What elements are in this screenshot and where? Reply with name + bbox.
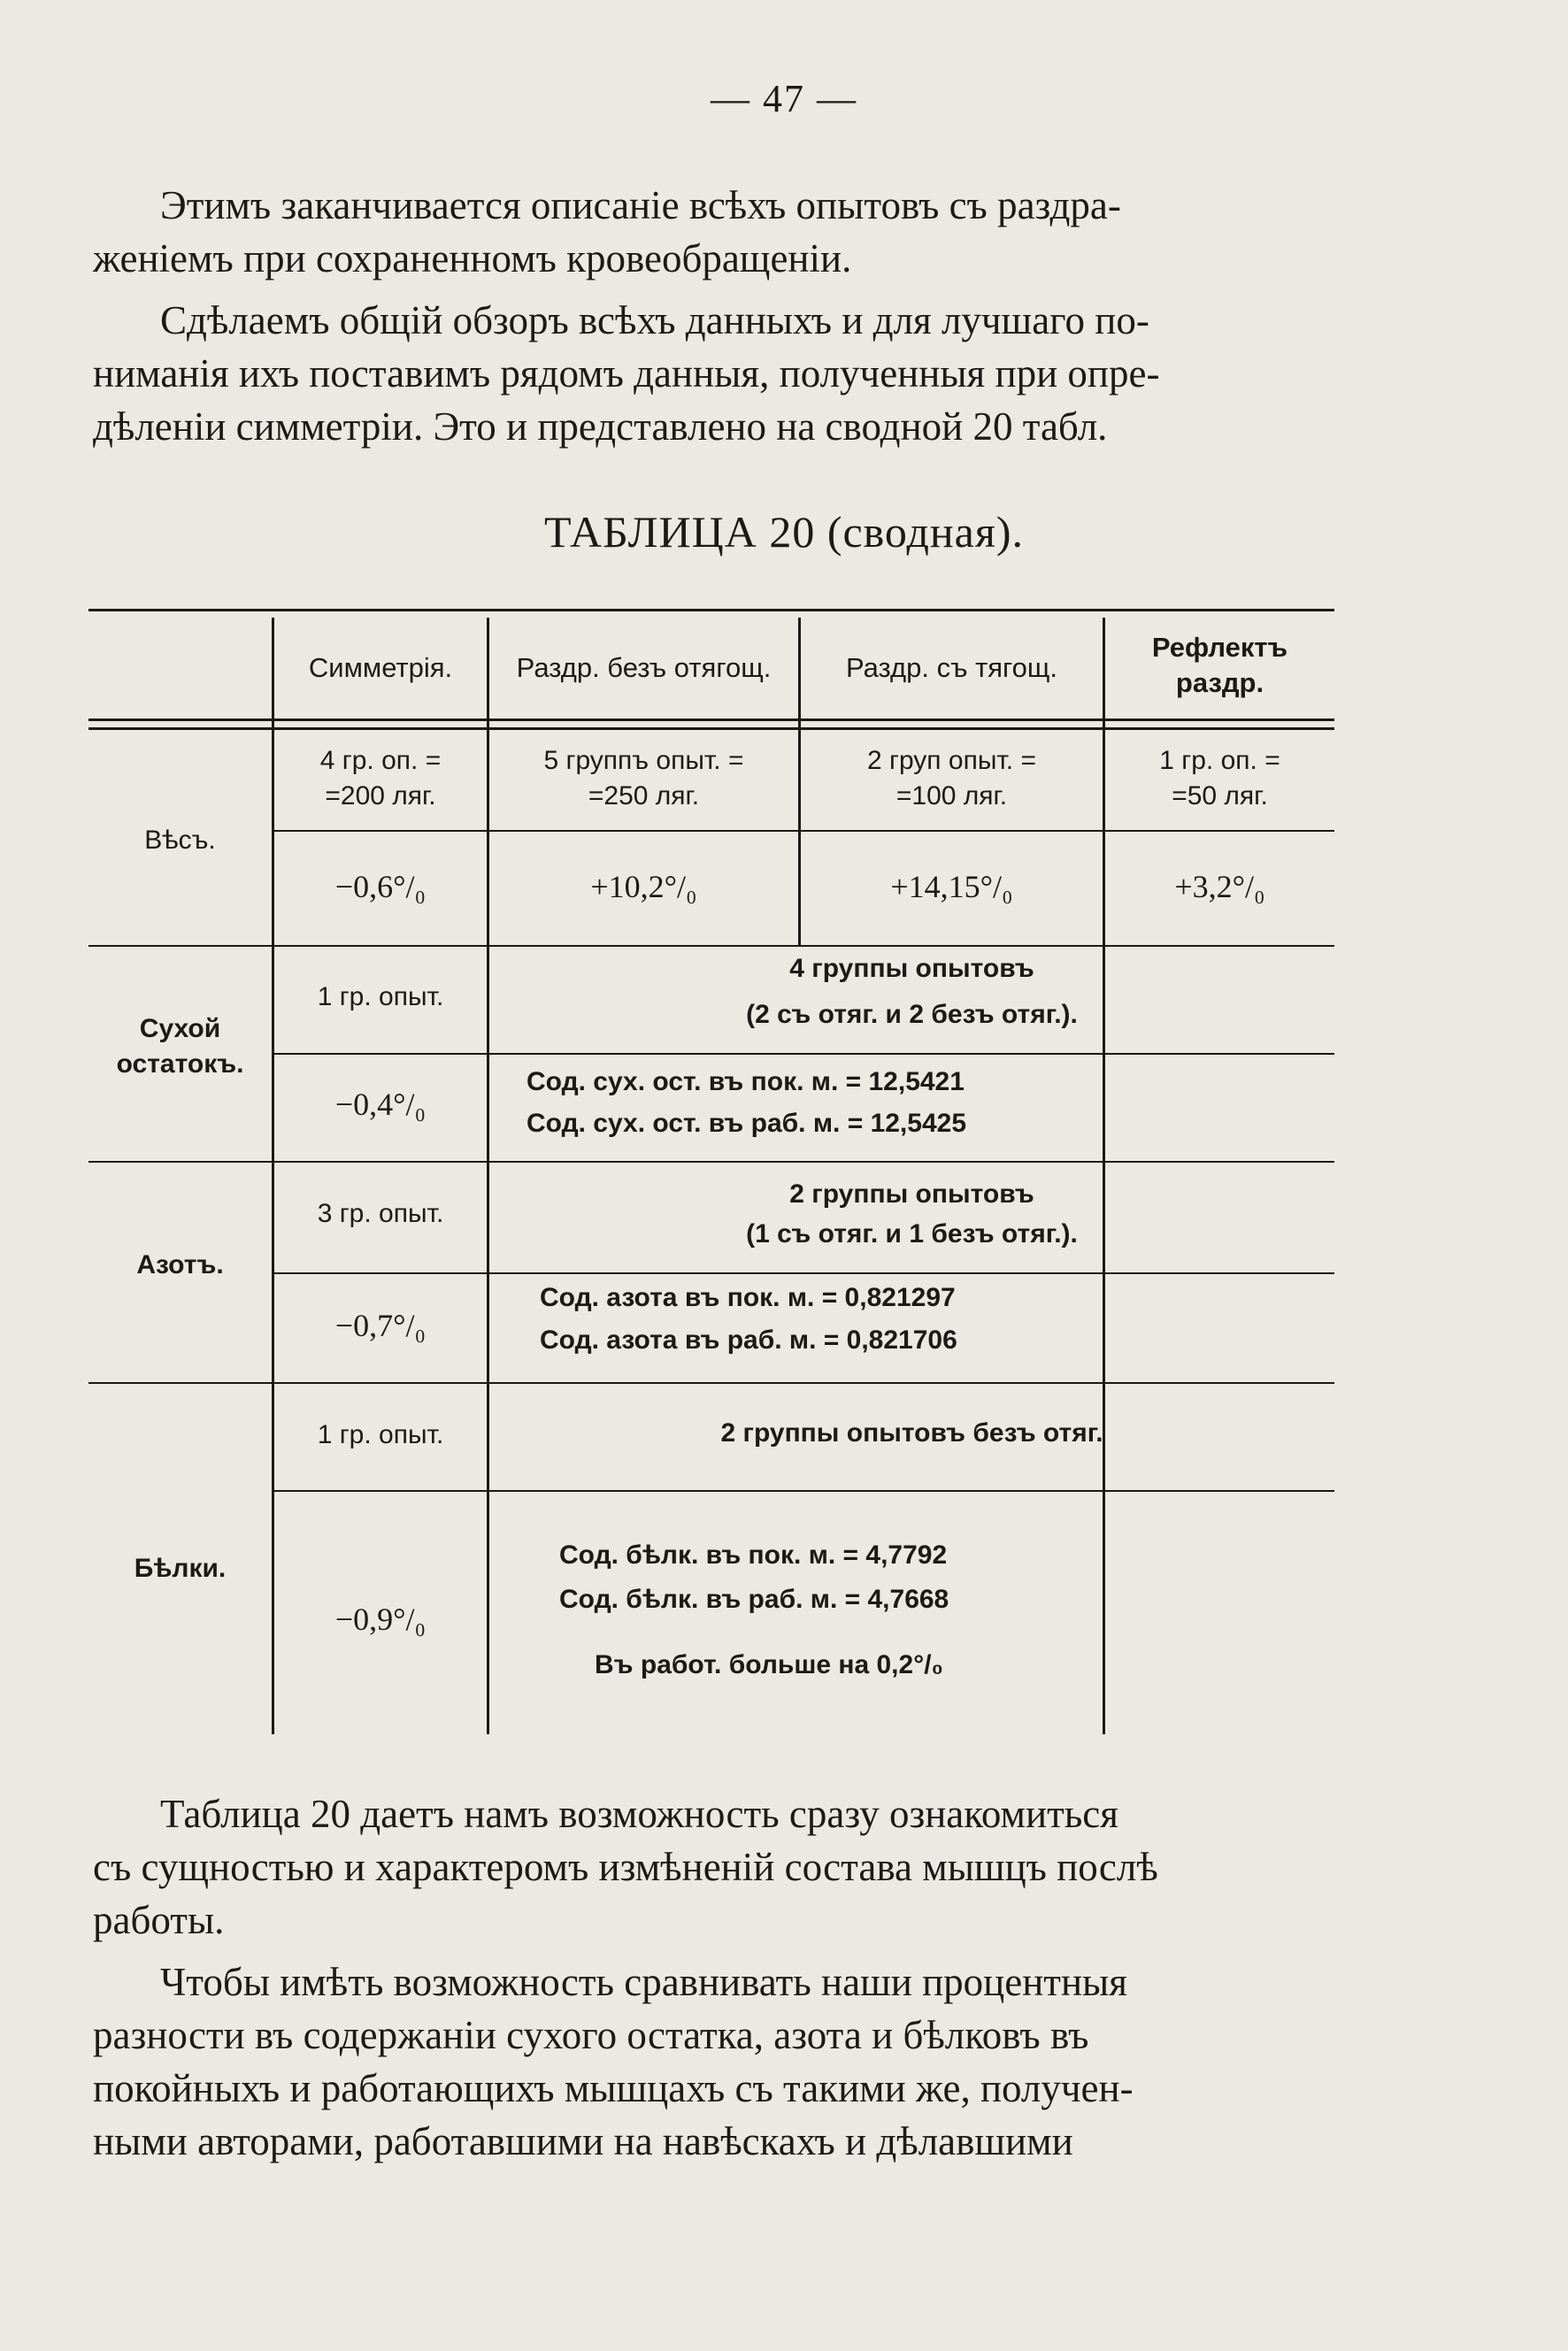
header-reflex-line-2: раздр. xyxy=(1175,667,1264,698)
row-label-dry-residue-2: остатокъ. xyxy=(116,1049,244,1079)
nitrogen-span-line-2: (1 съ отяг. и 1 безъ отяг.). xyxy=(746,1219,1078,1248)
row-label-proteins: Бѣлки. xyxy=(134,1554,227,1583)
header-no-load: Раздр. безъ отягощ. xyxy=(516,652,772,683)
weight-noload-groups-1: 5 группъ опыт. = xyxy=(543,746,744,775)
paragraph-4-line-1: Чтобы имѣть возможность сравнивать наши процентныя xyxy=(160,1960,1127,2004)
nitrogen-content-2: Сод. азота въ раб. м. = 0,821706 xyxy=(540,1325,957,1355)
nitrogen-row-rule xyxy=(88,1382,1334,1384)
dry-content-2: Сод. сух. ост. въ раб. м. = 12,5425 xyxy=(527,1109,967,1138)
header-rule-1 xyxy=(88,718,1334,721)
weight-reflex-groups-2: =50 ляг. xyxy=(1172,781,1268,811)
page-number: — 47 — xyxy=(711,77,857,120)
paragraph-3-line-1: Таблица 20 даетъ намъ возможность сразу ознакомиться xyxy=(160,1792,1118,1836)
paragraph-1 xyxy=(93,179,1332,285)
weight-noload-value: +10,2°/₀ xyxy=(590,869,697,904)
header-reflex-line-1: Рефлектъ xyxy=(1151,632,1288,663)
paragraph-2-line-3: дѣленіи симметріи. Это и представлено на сводной 20 табл. xyxy=(93,404,1108,449)
dry-sym-groups: 1 гр. опыт. xyxy=(317,982,444,1011)
paragraph-3-line-3: работы. xyxy=(93,1898,225,1942)
row-label-weight: Вѣсъ. xyxy=(144,826,216,855)
dry-span-line-1: 4 группы опытовъ xyxy=(789,954,1034,983)
proteins-content-1: Сод. бѣлк. въ пок. м. = 4,7792 xyxy=(559,1540,948,1570)
paragraph-2 xyxy=(93,294,1332,453)
proteins-span-line-1: 2 группы опытовъ безъ отяг. xyxy=(720,1418,1103,1448)
dry-mid-rule xyxy=(274,1053,1334,1055)
weight-sym-groups-1: 4 гр. оп. = xyxy=(319,746,442,775)
weight-noload-groups-2: =250 ляг. xyxy=(588,781,700,811)
nitrogen-sym-value: −0,7°/₀ xyxy=(334,1308,427,1343)
header-rule-2 xyxy=(88,727,1334,730)
nitrogen-sym-groups: 3 гр. опыт. xyxy=(317,1199,444,1228)
proteins-sym-groups: 1 гр. опыт. xyxy=(317,1420,444,1449)
weight-row-rule xyxy=(88,945,1334,947)
proteins-content-2: Сод. бѣлк. въ раб. м. = 4,7668 xyxy=(559,1585,949,1614)
weight-sym-groups-2: =200 ляг. xyxy=(325,781,436,811)
row-label-dry-residue-1: Сухой xyxy=(139,1014,221,1043)
weight-load-groups-2: =100 ляг. xyxy=(895,781,1008,811)
paragraph-4-line-3: покойныхъ и работающихъ мышцахъ съ такими же, получен- xyxy=(93,2066,1134,2110)
dry-row-rule xyxy=(88,1161,1334,1163)
nitrogen-span-line-1: 2 группы опытовъ xyxy=(789,1179,1034,1209)
paragraph-3-line-2: съ сущностью и характеромъ измѣненій состава мышцъ послѣ xyxy=(93,1845,1158,1889)
weight-mid-rule xyxy=(274,830,1334,832)
paragraph-2-line-1: Сдѣлаемъ общій обзоръ всѣхъ данныхъ и для лучшаго по- xyxy=(160,298,1149,342)
paragraph-1-line-1: Этимъ заканчивается описаніе всѣхъ опытовъ съ раздра- xyxy=(160,183,1121,227)
nitrogen-content-1: Сод. азота въ пок. м. = 0,821297 xyxy=(540,1283,956,1312)
paragraph-2-line-2: ниманія ихъ поставимъ рядомъ данныя, полученныя при опре- xyxy=(93,351,1160,396)
dry-content-1: Сод. сух. ост. въ пок. м. = 12,5421 xyxy=(527,1067,965,1096)
table-title: ТАБЛИЦА 20 (сводная). xyxy=(543,507,1025,557)
nitrogen-mid-rule xyxy=(274,1272,1334,1274)
dry-sym-value: −0,4°/₀ xyxy=(334,1087,427,1122)
row-label-nitrogen: Азотъ. xyxy=(136,1250,224,1279)
proteins-mid-rule xyxy=(274,1490,1334,1492)
weight-reflex-value: +3,2°/₀ xyxy=(1174,869,1265,904)
paragraph-4-line-4: ными авторами, работавшими на навѣскахъ и дѣлавшими xyxy=(93,2119,1073,2163)
header-with-load: Раздр. съ тягощ. xyxy=(845,652,1058,683)
paragraph-1-line-2: женіемъ при сохраненномъ кровеобращеніи. xyxy=(93,236,852,280)
weight-load-value: +14,15°/₀ xyxy=(890,869,1013,904)
proteins-sym-value: −0,9°/₀ xyxy=(334,1602,427,1637)
weight-load-groups-1: 2 груп опыт. = xyxy=(867,746,1036,775)
paragraph-4-line-2: разности въ содержаніи сухого остатка, азота и бѣлковъ въ xyxy=(93,2013,1089,2057)
proteins-content-3: Въ работ. больше на 0,2°/₀ xyxy=(595,1650,944,1679)
weight-sym-value: −0,6°/₀ xyxy=(334,869,427,904)
paragraph-4 xyxy=(93,1955,1332,2168)
table-top-rule xyxy=(88,609,1334,611)
weight-reflex-groups-1: 1 гр. оп. = xyxy=(1159,746,1280,775)
header-symmetry: Симметрія. xyxy=(308,652,453,683)
dry-span-line-2: (2 съ отяг. и 2 безъ отяг.). xyxy=(746,1000,1078,1029)
paragraph-3 xyxy=(93,1787,1332,1947)
